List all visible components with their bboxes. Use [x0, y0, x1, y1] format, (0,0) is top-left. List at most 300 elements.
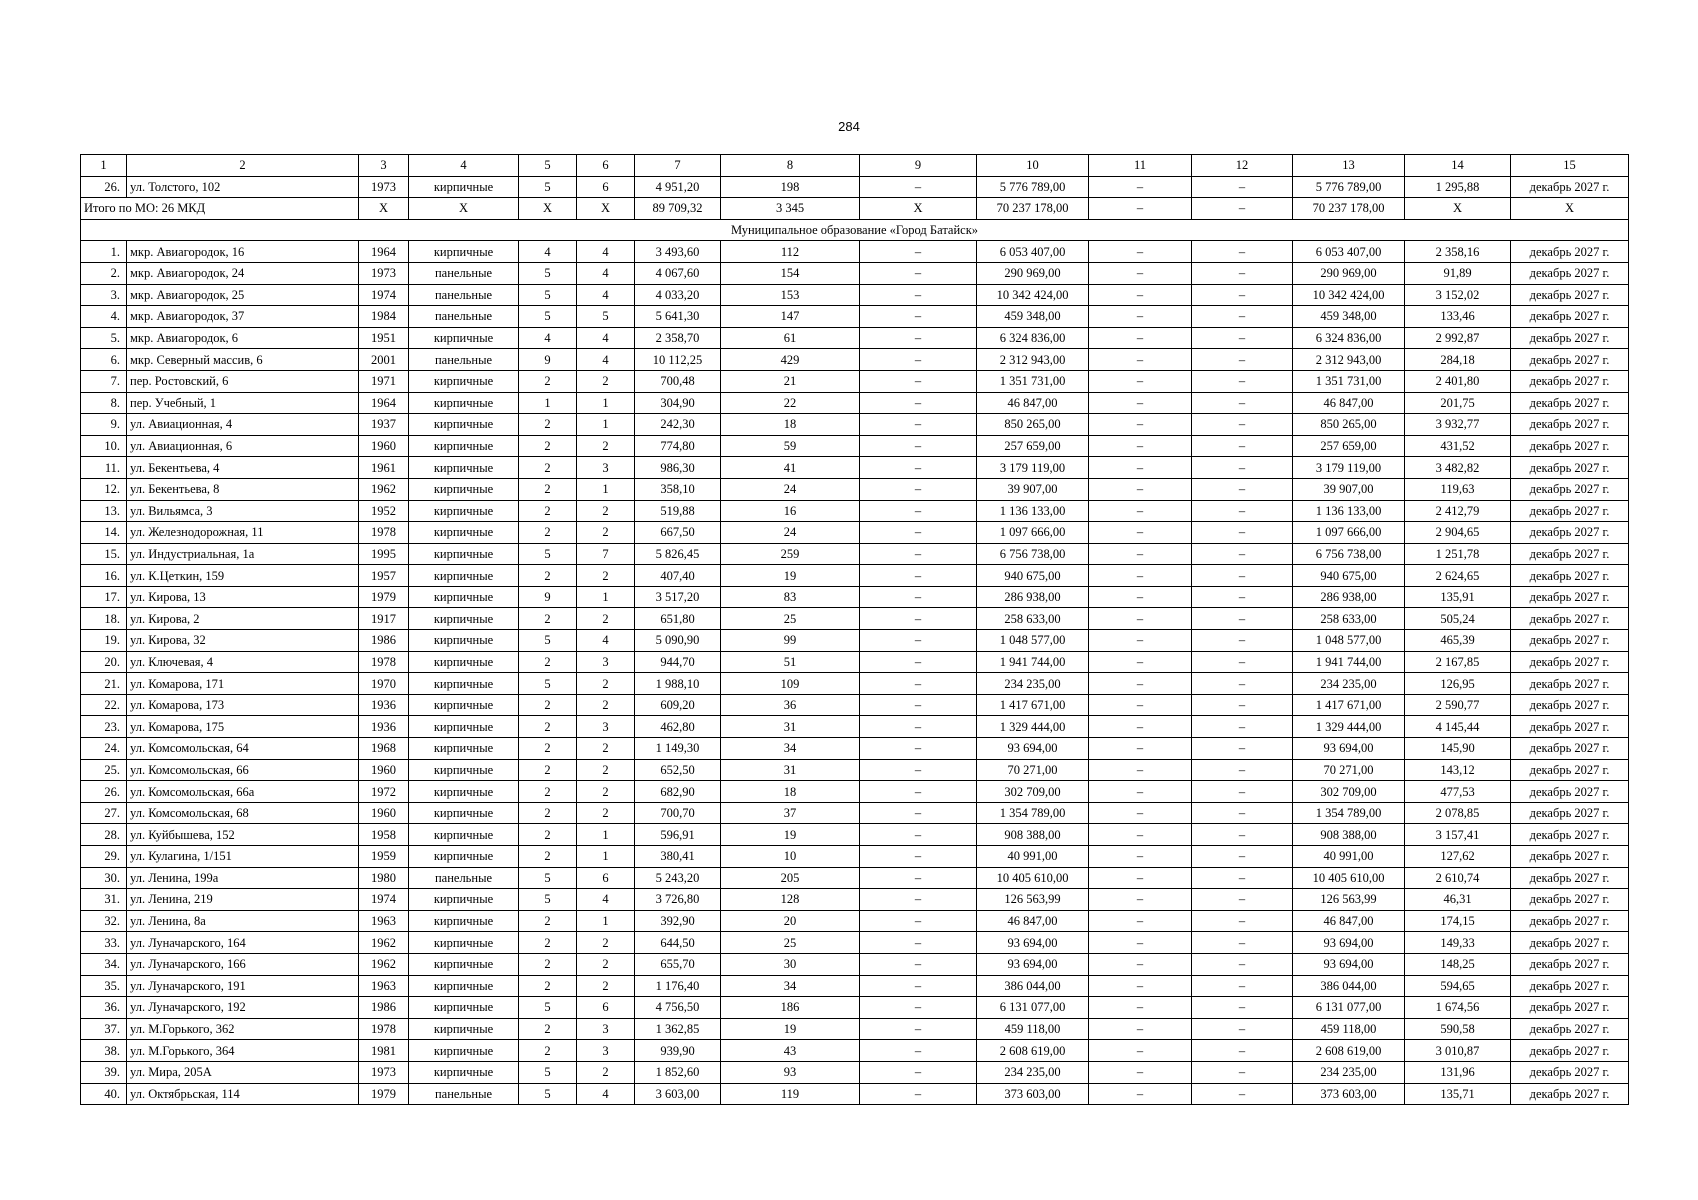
area-cell: 392,90: [635, 910, 721, 932]
table-row: [81, 349, 1629, 371]
year-built-cell: 1978: [359, 522, 409, 544]
col-9-cell: –: [860, 565, 977, 587]
wall-material-cell: кирпичные: [409, 457, 519, 479]
wall-material-cell: кирпичные: [409, 738, 519, 760]
wall-material-cell: кирпичные: [409, 1061, 519, 1083]
year-built-cell: 1961: [359, 457, 409, 479]
cost-per-sqm-cell: 3 010,87: [1405, 1040, 1511, 1062]
col-11-cell: –: [1089, 932, 1192, 954]
row-number-cell: 1.: [81, 241, 127, 263]
total-cost-cell: 126 563,99: [977, 889, 1089, 911]
year-built-cell: 1973: [359, 1061, 409, 1083]
col-11-cell: –: [1089, 716, 1192, 738]
row-number-cell: 38.: [81, 1040, 127, 1062]
col-11-cell: –: [1089, 630, 1192, 652]
address-cell: ул. Авиационная, 6: [127, 435, 359, 457]
deadline-cell: декабрь 2027 г.: [1511, 889, 1629, 911]
floors-cell: 2: [519, 910, 577, 932]
wall-material-cell: кирпичные: [409, 932, 519, 954]
cost-13-cell: 10 342 424,00: [1293, 284, 1405, 306]
row-number-cell: 33.: [81, 932, 127, 954]
col-9-cell: –: [860, 997, 977, 1019]
floors-cell: 2: [519, 608, 577, 630]
table-row: [81, 738, 1629, 760]
deadline-cell: декабрь 2027 г.: [1511, 975, 1629, 997]
address-cell: ул. Комарова, 171: [127, 673, 359, 695]
cost-13-cell: 46 847,00: [1293, 910, 1405, 932]
col-12-cell: –: [1192, 586, 1293, 608]
cost-per-sqm-cell: 594,65: [1405, 975, 1511, 997]
cost-per-sqm-cell: 126,95: [1405, 673, 1511, 695]
total-wall-material-cell: X: [409, 198, 519, 220]
area-cell: 655,70: [635, 953, 721, 975]
area-cell: 3 493,60: [635, 241, 721, 263]
year-built-cell: 1936: [359, 694, 409, 716]
deadline-cell: декабрь 2027 г.: [1511, 781, 1629, 803]
cost-per-sqm-cell: 1 674,56: [1405, 997, 1511, 1019]
floors-cell: 5: [519, 543, 577, 565]
deadline-cell: декабрь 2027 г.: [1511, 262, 1629, 284]
total-year-built-cell: X: [359, 198, 409, 220]
total-cost-cell: 46 847,00: [977, 392, 1089, 414]
wall-material-cell: кирпичные: [409, 565, 519, 587]
col-12-cell: –: [1192, 824, 1293, 846]
deadline-cell: декабрь 2027 г.: [1511, 500, 1629, 522]
wall-material-cell: кирпичные: [409, 370, 519, 392]
deadline-cell: декабрь 2027 г.: [1511, 824, 1629, 846]
table-row: [81, 435, 1629, 457]
area-cell: 4 756,50: [635, 997, 721, 1019]
col-11-cell: –: [1089, 651, 1192, 673]
cost-13-cell: 908 388,00: [1293, 824, 1405, 846]
cost-per-sqm-cell: 1 295,88: [1405, 176, 1511, 198]
deadline-cell: декабрь 2027 г.: [1511, 284, 1629, 306]
area-cell: 407,40: [635, 565, 721, 587]
col-11-cell: –: [1089, 306, 1192, 328]
address-cell: ул. Мира, 205А: [127, 1061, 359, 1083]
col-11-cell: –: [1089, 889, 1192, 911]
year-built-cell: 1964: [359, 392, 409, 414]
deadline-cell: декабрь 2027 г.: [1511, 608, 1629, 630]
row-number-cell: 9.: [81, 414, 127, 436]
year-built-cell: 1964: [359, 241, 409, 263]
col-12-cell: –: [1192, 522, 1293, 544]
total-cost-cell: 258 633,00: [977, 608, 1089, 630]
address-cell: ул. Бекентьева, 8: [127, 478, 359, 500]
address-cell: ул. Кирова, 13: [127, 586, 359, 608]
wall-material-cell: кирпичные: [409, 759, 519, 781]
area-cell: 4 951,20: [635, 176, 721, 198]
floors-cell: 4: [519, 327, 577, 349]
col-9-cell: –: [860, 284, 977, 306]
total-cost-cell: 386 044,00: [977, 975, 1089, 997]
row-number-cell: 15.: [81, 543, 127, 565]
area-cell: 10 112,25: [635, 349, 721, 371]
deadline-cell: декабрь 2027 г.: [1511, 1040, 1629, 1062]
area-cell: 1 852,60: [635, 1061, 721, 1083]
total-cost-cell: 5 776 789,00: [977, 176, 1089, 198]
total-cost-cell: 93 694,00: [977, 932, 1089, 954]
residents-cell: 18: [721, 781, 860, 803]
total-cost-cell: 1 354 789,00: [977, 802, 1089, 824]
residents-cell: 20: [721, 910, 860, 932]
cost-per-sqm-cell: 2 078,85: [1405, 802, 1511, 824]
cost-per-sqm-cell: 2 358,16: [1405, 241, 1511, 263]
col-12-cell: –: [1192, 997, 1293, 1019]
cost-13-cell: 40 991,00: [1293, 846, 1405, 868]
col-9-cell: –: [860, 738, 977, 760]
col-12-cell: –: [1192, 759, 1293, 781]
cost-per-sqm-cell: 505,24: [1405, 608, 1511, 630]
col-11-cell: –: [1089, 262, 1192, 284]
col-9-cell: –: [860, 932, 977, 954]
col-11-cell: –: [1089, 414, 1192, 436]
address-cell: ул. Авиационная, 4: [127, 414, 359, 436]
row-number-cell: 6.: [81, 349, 127, 371]
row-number-cell: 35.: [81, 975, 127, 997]
cost-13-cell: 373 603,00: [1293, 1083, 1405, 1105]
floors-cell: 5: [519, 306, 577, 328]
entrances-cell: 1: [577, 392, 635, 414]
entrances-cell: 2: [577, 759, 635, 781]
floors-cell: 5: [519, 889, 577, 911]
entrances-cell: 5: [577, 306, 635, 328]
floors-cell: 2: [519, 759, 577, 781]
area-cell: 3 726,80: [635, 889, 721, 911]
total-cost-cell: 39 907,00: [977, 478, 1089, 500]
area-cell: 944,70: [635, 651, 721, 673]
cost-per-sqm-cell: 284,18: [1405, 349, 1511, 371]
column-number-15: 15: [1511, 155, 1629, 177]
floors-cell: 2: [519, 457, 577, 479]
column-number-6: 6: [577, 155, 635, 177]
entrances-cell: 2: [577, 953, 635, 975]
total-cost-cell: 290 969,00: [977, 262, 1089, 284]
table-row: [81, 284, 1629, 306]
cost-per-sqm-cell: 145,90: [1405, 738, 1511, 760]
col-9-cell: –: [860, 910, 977, 932]
floors-cell: 4: [519, 241, 577, 263]
entrances-cell: 2: [577, 565, 635, 587]
table-row: [81, 910, 1629, 932]
deadline-cell: декабрь 2027 г.: [1511, 522, 1629, 544]
residents-cell: 51: [721, 651, 860, 673]
entrances-cell: 1: [577, 910, 635, 932]
table-row: [81, 370, 1629, 392]
wall-material-cell: кирпичные: [409, 478, 519, 500]
table-row: [81, 500, 1629, 522]
entrances-cell: 2: [577, 802, 635, 824]
cost-per-sqm-cell: 133,46: [1405, 306, 1511, 328]
cost-13-cell: 459 348,00: [1293, 306, 1405, 328]
address-cell: ул. Комсомольская, 64: [127, 738, 359, 760]
col-11-cell: –: [1089, 867, 1192, 889]
col-9-cell: –: [860, 262, 977, 284]
col-12-cell: –: [1192, 673, 1293, 695]
year-built-cell: 1974: [359, 284, 409, 306]
col-9-cell: –: [860, 889, 977, 911]
address-cell: ул. Ключевая, 4: [127, 651, 359, 673]
row-number-cell: 30.: [81, 867, 127, 889]
table-row: [81, 997, 1629, 1019]
col-9-cell: –: [860, 543, 977, 565]
col-11-cell: –: [1089, 1040, 1192, 1062]
total-cost-cell: 940 675,00: [977, 565, 1089, 587]
year-built-cell: 1960: [359, 435, 409, 457]
wall-material-cell: кирпичные: [409, 975, 519, 997]
col-9-cell: –: [860, 759, 977, 781]
residents-cell: 61: [721, 327, 860, 349]
col-12-cell: –: [1192, 694, 1293, 716]
deadline-cell: декабрь 2027 г.: [1511, 673, 1629, 695]
col-12-cell: –: [1192, 241, 1293, 263]
deadline-cell: декабрь 2027 г.: [1511, 932, 1629, 954]
entrances-cell: 6: [577, 997, 635, 1019]
col-11-cell: –: [1089, 522, 1192, 544]
entrances-cell: 4: [577, 284, 635, 306]
col-12-cell: –: [1192, 262, 1293, 284]
cost-13-cell: 70 271,00: [1293, 759, 1405, 781]
table-row: [81, 824, 1629, 846]
floors-cell: 2: [519, 500, 577, 522]
floors-cell: 2: [519, 846, 577, 868]
column-number-11: 11: [1089, 155, 1192, 177]
deadline-cell: декабрь 2027 г.: [1511, 953, 1629, 975]
column-number-12: 12: [1192, 155, 1293, 177]
row-number-cell: 13.: [81, 500, 127, 522]
deadline-cell: декабрь 2027 г.: [1511, 759, 1629, 781]
row-number-cell: 36.: [81, 997, 127, 1019]
entrances-cell: 1: [577, 586, 635, 608]
area-cell: 986,30: [635, 457, 721, 479]
row-number-cell: 40.: [81, 1083, 127, 1105]
col-9-cell: –: [860, 694, 977, 716]
wall-material-cell: кирпичные: [409, 694, 519, 716]
floors-cell: 2: [519, 651, 577, 673]
total-cost-cell: 1 351 731,00: [977, 370, 1089, 392]
residents-cell: 83: [721, 586, 860, 608]
table-row: [81, 802, 1629, 824]
residents-cell: 43: [721, 1040, 860, 1062]
col-12-cell: –: [1192, 975, 1293, 997]
residents-cell: 18: [721, 414, 860, 436]
area-cell: 651,80: [635, 608, 721, 630]
area-cell: 596,91: [635, 824, 721, 846]
table-row: [81, 241, 1629, 263]
address-cell: мкр. Авиагородок, 16: [127, 241, 359, 263]
row-number-cell: 8.: [81, 392, 127, 414]
floors-cell: 2: [519, 802, 577, 824]
area-cell: 4 067,60: [635, 262, 721, 284]
col-12-cell: –: [1192, 932, 1293, 954]
entrances-cell: 4: [577, 1083, 635, 1105]
deadline-cell: декабрь 2027 г.: [1511, 478, 1629, 500]
year-built-cell: 1963: [359, 975, 409, 997]
table-row: [81, 759, 1629, 781]
col-11-cell: –: [1089, 565, 1192, 587]
wall-material-cell: кирпичные: [409, 673, 519, 695]
deadline-cell: декабрь 2027 г.: [1511, 651, 1629, 673]
col-11-cell: –: [1089, 824, 1192, 846]
cost-per-sqm-cell: 2 610,74: [1405, 867, 1511, 889]
total-total-cost-cell: 70 237 178,00: [977, 198, 1089, 220]
table-row: [81, 608, 1629, 630]
col-9-cell: –: [860, 824, 977, 846]
total-residents-cell: 3 345: [721, 198, 860, 220]
area-cell: 939,90: [635, 1040, 721, 1062]
cost-per-sqm-cell: 143,12: [1405, 759, 1511, 781]
col-9-cell: –: [860, 522, 977, 544]
year-built-cell: 1968: [359, 738, 409, 760]
cost-per-sqm-cell: 201,75: [1405, 392, 1511, 414]
entrances-cell: 3: [577, 1040, 635, 1062]
wall-material-cell: кирпичные: [409, 716, 519, 738]
entrances-cell: 3: [577, 651, 635, 673]
wall-material-cell: панельные: [409, 1083, 519, 1105]
floors-cell: 5: [519, 284, 577, 306]
area-cell: 1 176,40: [635, 975, 721, 997]
cost-per-sqm-cell: 2 904,65: [1405, 522, 1511, 544]
entrances-cell: 4: [577, 241, 635, 263]
table-row: [81, 176, 1629, 198]
total-label: Итого по МО: 26 МКД: [81, 198, 359, 220]
row-number-cell: 29.: [81, 846, 127, 868]
floors-cell: 5: [519, 630, 577, 652]
col-12-cell: –: [1192, 651, 1293, 673]
wall-material-cell: кирпичные: [409, 608, 519, 630]
column-number-9: 9: [860, 155, 977, 177]
cost-per-sqm-cell: 131,96: [1405, 1061, 1511, 1083]
wall-material-cell: кирпичные: [409, 176, 519, 198]
row-number-cell: 10.: [81, 435, 127, 457]
year-built-cell: 1981: [359, 1040, 409, 1062]
area-cell: 5 826,45: [635, 543, 721, 565]
row-number-cell: 16.: [81, 565, 127, 587]
area-cell: 3 603,00: [635, 1083, 721, 1105]
cost-per-sqm-cell: 2 412,79: [1405, 500, 1511, 522]
column-number-5: 5: [519, 155, 577, 177]
cost-13-cell: 234 235,00: [1293, 1061, 1405, 1083]
wall-material-cell: кирпичные: [409, 910, 519, 932]
col-11-cell: –: [1089, 975, 1192, 997]
total-col-11-cell: –: [1089, 198, 1192, 220]
cost-per-sqm-cell: 590,58: [1405, 1018, 1511, 1040]
deadline-cell: декабрь 2027 г.: [1511, 1061, 1629, 1083]
entrances-cell: 1: [577, 414, 635, 436]
total-cost-cell: 40 991,00: [977, 846, 1089, 868]
entrances-cell: 2: [577, 975, 635, 997]
entrances-cell: 2: [577, 608, 635, 630]
entrances-cell: 6: [577, 867, 635, 889]
total-cost-cell: 1 097 666,00: [977, 522, 1089, 544]
area-cell: 667,50: [635, 522, 721, 544]
floors-cell: 2: [519, 414, 577, 436]
table-row: [81, 522, 1629, 544]
wall-material-cell: кирпичные: [409, 781, 519, 803]
col-12-cell: –: [1192, 738, 1293, 760]
cost-per-sqm-cell: 3 932,77: [1405, 414, 1511, 436]
col-11-cell: –: [1089, 1083, 1192, 1105]
total-cost-cell: 6 053 407,00: [977, 241, 1089, 263]
area-cell: 304,90: [635, 392, 721, 414]
entrances-cell: 2: [577, 435, 635, 457]
year-built-cell: 1974: [359, 889, 409, 911]
cost-13-cell: 46 847,00: [1293, 392, 1405, 414]
cost-per-sqm-cell: 2 992,87: [1405, 327, 1511, 349]
year-built-cell: 1963: [359, 910, 409, 932]
deadline-cell: декабрь 2027 г.: [1511, 241, 1629, 263]
residents-cell: 154: [721, 262, 860, 284]
address-cell: ул. М.Горького, 362: [127, 1018, 359, 1040]
wall-material-cell: кирпичные: [409, 543, 519, 565]
col-12-cell: –: [1192, 802, 1293, 824]
area-cell: 652,50: [635, 759, 721, 781]
row-number-cell: 26.: [81, 781, 127, 803]
col-12-cell: –: [1192, 414, 1293, 436]
residents-cell: 429: [721, 349, 860, 371]
total-col-9-cell: X: [860, 198, 977, 220]
col-12-cell: –: [1192, 1061, 1293, 1083]
cost-13-cell: 1 136 133,00: [1293, 500, 1405, 522]
col-12-cell: –: [1192, 500, 1293, 522]
area-cell: 380,41: [635, 846, 721, 868]
cost-13-cell: 6 131 077,00: [1293, 997, 1405, 1019]
wall-material-cell: кирпичные: [409, 651, 519, 673]
area-cell: 4 033,20: [635, 284, 721, 306]
year-built-cell: 1979: [359, 586, 409, 608]
year-built-cell: 1973: [359, 262, 409, 284]
total-cost-cell: 1 048 577,00: [977, 630, 1089, 652]
col-11-cell: –: [1089, 478, 1192, 500]
housing-register-table: [80, 154, 1629, 1105]
floors-cell: 2: [519, 932, 577, 954]
deadline-cell: декабрь 2027 г.: [1511, 694, 1629, 716]
address-cell: пер. Ростовский, 6: [127, 370, 359, 392]
total-cost-cell: 234 235,00: [977, 673, 1089, 695]
col-11-cell: –: [1089, 284, 1192, 306]
col-11-cell: –: [1089, 910, 1192, 932]
residents-cell: 10: [721, 846, 860, 868]
wall-material-cell: кирпичные: [409, 846, 519, 868]
col-11-cell: –: [1089, 846, 1192, 868]
deadline-cell: декабрь 2027 г.: [1511, 327, 1629, 349]
entrances-cell: 2: [577, 522, 635, 544]
address-cell: мкр. Авиагородок, 25: [127, 284, 359, 306]
table-row: [81, 953, 1629, 975]
residents-cell: 128: [721, 889, 860, 911]
deadline-cell: декабрь 2027 г.: [1511, 910, 1629, 932]
total-cost-cell: 2 608 619,00: [977, 1040, 1089, 1062]
year-built-cell: 1957: [359, 565, 409, 587]
address-cell: ул. Ленина, 199а: [127, 867, 359, 889]
total-entrances-cell: X: [577, 198, 635, 220]
cost-13-cell: 93 694,00: [1293, 953, 1405, 975]
entrances-cell: 1: [577, 846, 635, 868]
residents-cell: 41: [721, 457, 860, 479]
residents-cell: 25: [721, 608, 860, 630]
address-cell: ул. Толстого, 102: [127, 176, 359, 198]
column-number-7: 7: [635, 155, 721, 177]
year-built-cell: 1936: [359, 716, 409, 738]
address-cell: ул. Куйбышева, 152: [127, 824, 359, 846]
floors-cell: 9: [519, 586, 577, 608]
col-9-cell: –: [860, 716, 977, 738]
table-row: [81, 975, 1629, 997]
col-9-cell: –: [860, 608, 977, 630]
col-9-cell: –: [860, 1061, 977, 1083]
table-body: [81, 176, 1629, 1105]
row-number-cell: 25.: [81, 759, 127, 781]
